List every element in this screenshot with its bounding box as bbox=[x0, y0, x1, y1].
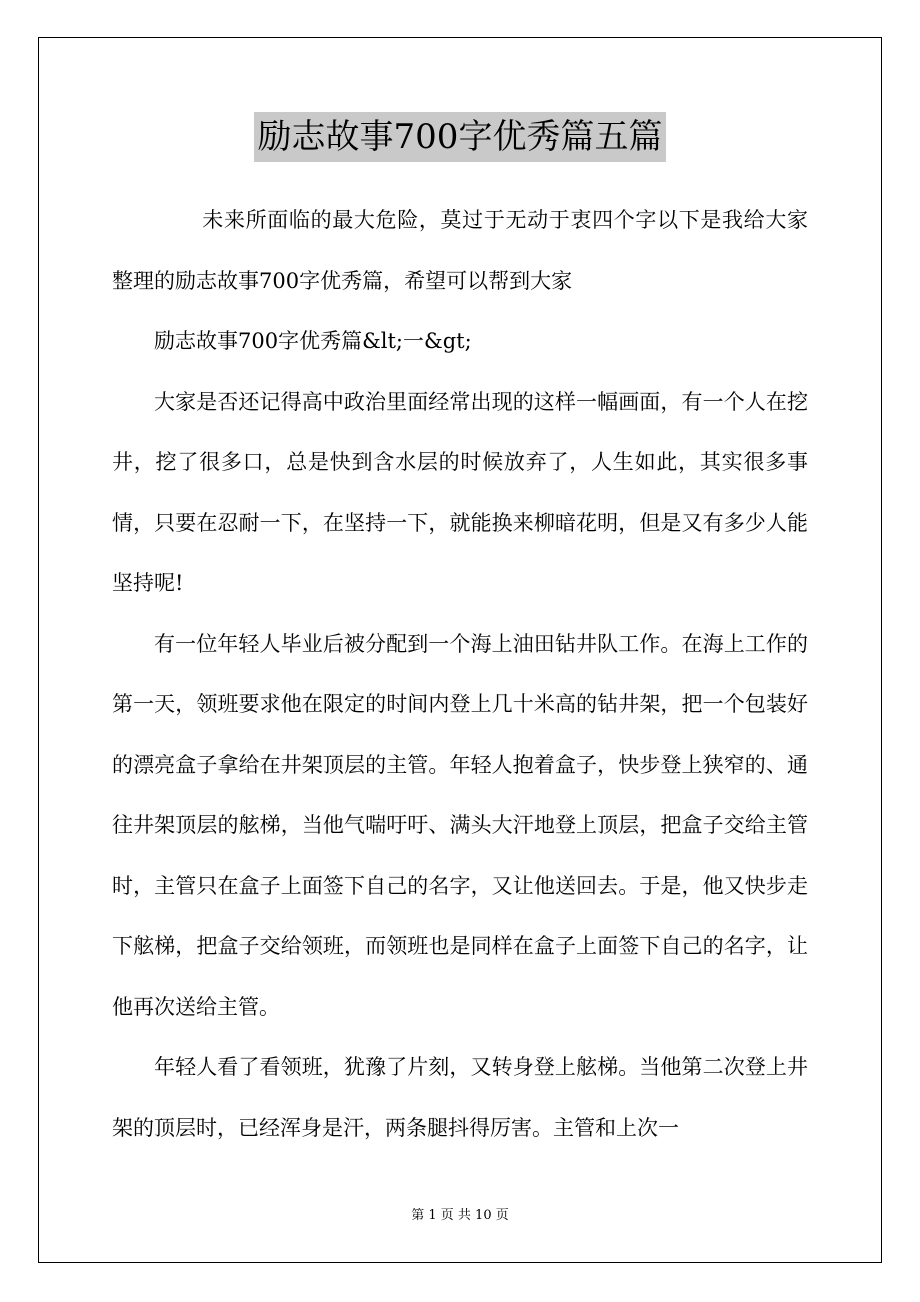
body-paragraph: 年轻人看了看领班，犹豫了片刻，又转身登上舷梯。当他第二次登上井架的顶层时，已经浑身是汗，两条腿抖得厉害。主管和上次一 bbox=[112, 1055, 808, 1140]
title-container bbox=[0, 112, 920, 162]
page-number: 第 1 页 共 10 页 bbox=[411, 1208, 509, 1223]
page-footer bbox=[0, 1207, 920, 1225]
document-body bbox=[112, 190, 808, 1158]
document-title: 励志故事700字优秀篇五篇 bbox=[254, 112, 667, 162]
body-paragraph: 有一位年轻人毕业后被分配到一个海上油田钻井队工作。在海上工作的第一天，领班要求他在限定的时间内登上几十米高的钻井架，把一个包装好的漂亮盒子拿给在井架顶层的主管。年轻人抱着盒子，快步登上狭窄的、通往井架顶层的舷梯，当他气喘吁吁、满头大汗地登上顶层，把盒子交给主管时，主管只在盒子上面签下自己的名字，又让他送回去。于是，他又快步走下舷梯，把盒子交给领班，而领班也是同样在盒子上面签下自己的名字，让他再次送给主管。 bbox=[112, 631, 808, 1019]
body-paragraph: 大家是否还记得高中政治里面经常出现的这样一幅画面，有一个人在挖井，挖了很多口，总是快到含水层的时候放弃了，人生如此，其实很多事情，只要在忍耐一下，在坚持一下，就能换来柳暗花明，但是又有多少人能坚持呢! bbox=[112, 389, 808, 595]
intro-paragraph: 未来所面临的最大危险，莫过于无动于衷四个字以下是我给大家整理的励志故事700字优秀篇，希望可以帮到大家 bbox=[112, 208, 808, 293]
section-heading: 励志故事700字优秀篇&lt;一&gt; bbox=[154, 329, 472, 353]
